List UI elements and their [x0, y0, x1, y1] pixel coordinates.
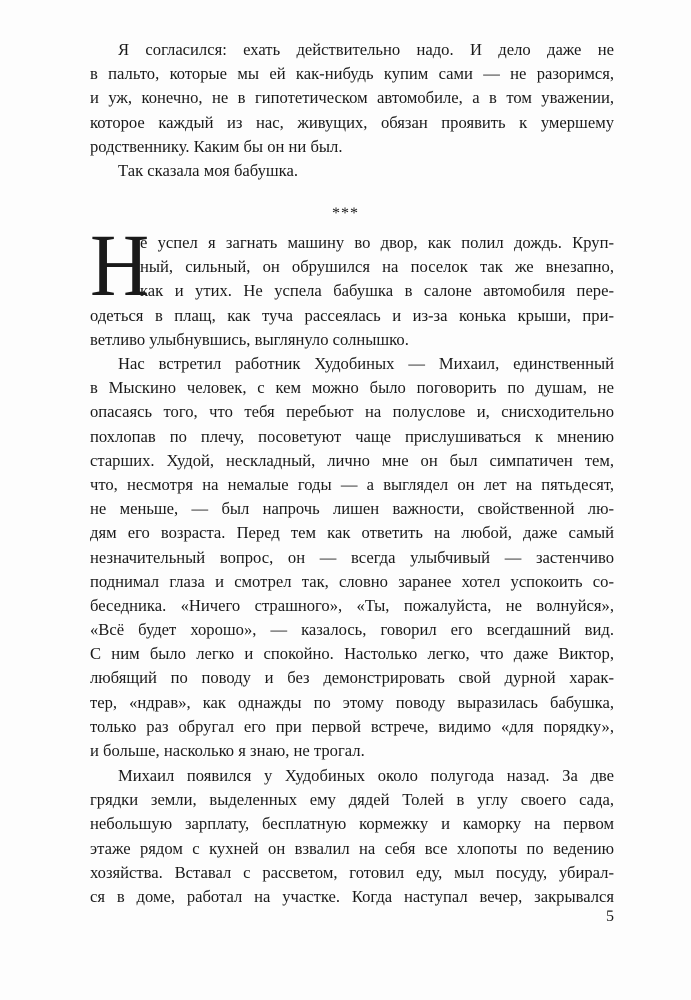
paragraph-4	[90, 352, 614, 763]
text-line: дям его возраста. Перед тем как ответить на любой, даже самый	[90, 523, 614, 543]
text-line: и больше, насколько я знаю, не трогал.	[90, 741, 365, 760]
text-line: Я согласился: ехать действительно надо. И дело даже не	[118, 40, 614, 59]
text-line: грядки земли, выделенных ему дядей Толей в углу своего сада,	[90, 790, 614, 810]
text-line: тер, «ндрав», как однажды по этому поводу выразилась бабушка,	[90, 692, 614, 712]
text-line: в пальто, которые мы ей как-нибудь купим сами — не разоримся,	[90, 64, 614, 84]
text-line: Михаил появился у Худобиных около полугода назад. За две	[118, 766, 614, 785]
paragraph-3	[90, 216, 614, 352]
text-line: незначительный вопрос, он — всегда улыбчивый — застенчиво	[90, 547, 614, 567]
text-line: и уж, конечно, не в гипотетическом автомобиле, а в том уважении,	[90, 88, 614, 108]
text-line: старших. Худой, нескладный, лично мне он был симпатичен тем,	[90, 450, 614, 470]
text-line: хозяйства. Вставал с рассветом, готовил еду, мыл посуду, убирал-	[90, 862, 614, 882]
text-line: небольшую зарплату, бесплатную кормежку и каморку на первом	[90, 814, 614, 834]
text-line: Нас встретил работник Худобиных — Михаил, единственный	[118, 354, 614, 373]
text-line: е успел я загнать машину во двор, как полил дождь. Круп-	[140, 233, 614, 252]
text-line: ся в доме, работал на участке. Когда наступал вечер, закрывался	[90, 886, 614, 906]
text-line: родственнику. Каким бы он ни был.	[90, 136, 343, 156]
paragraph-2	[90, 159, 614, 183]
text-line: которое каждый из нас, живущих, обязан проявить к умершему	[90, 112, 614, 132]
text-line: «Всё будет хорошо», — казалось, говорил его всегдашний вид.	[90, 620, 614, 640]
paragraph-1	[90, 38, 614, 159]
text-line: ветливо улыбнувшись, выглянуло солнышко.	[90, 329, 409, 349]
text-line: что, несмотря на немалые годы — а выглядел он лет на пятьдесят,	[90, 474, 614, 494]
drop-cap: Н	[90, 216, 150, 315]
section-separator: ***	[332, 205, 359, 222]
text-line: поднимал глаза и смотрел так, словно заранее хотел успокоить со-	[90, 571, 614, 591]
text-line: любящий по поводу и без демонстрировать свой дурной харак-	[90, 668, 614, 688]
text-line: С ним было легко и спокойно. Настолько легко, что даже Виктор,	[90, 644, 614, 664]
text-line: только раз обругал его при первой встрече, видимо «для порядку»,	[90, 716, 614, 736]
text-line: в Мыскино человек, с кем можно было поговорить по душам, не	[90, 378, 614, 398]
text-line: Так сказала моя бабушка.	[118, 161, 298, 180]
text-line: не меньше, — был напрочь лишен важности, свойственной лю-	[90, 499, 614, 519]
paragraph-5	[90, 764, 614, 909]
text-line: беседника. «Ничего страшного», «Ты, пожалуйста, не волнуйся»,	[90, 595, 614, 615]
text-line: одеться в плащ, как туча рассеялась и из-за конька крыши, при-	[90, 305, 614, 325]
text-line: ный, сильный, он обрушился на поселок так же внезапно,	[140, 257, 614, 277]
text-line: похлопав по плечу, посоветуют чаще прислушиваться к мнению	[90, 426, 614, 446]
text-line: этаже рядом с кухней он взвалил на себя все хлопоты по ведению	[90, 838, 614, 858]
text-line: опасаясь того, что тебя перебьют на полуслове и, снисходительно	[90, 402, 614, 422]
text-line: как и утих. Не успела бабушка в салоне автомобиля пере-	[140, 281, 614, 301]
page-number: 5	[606, 908, 614, 925]
